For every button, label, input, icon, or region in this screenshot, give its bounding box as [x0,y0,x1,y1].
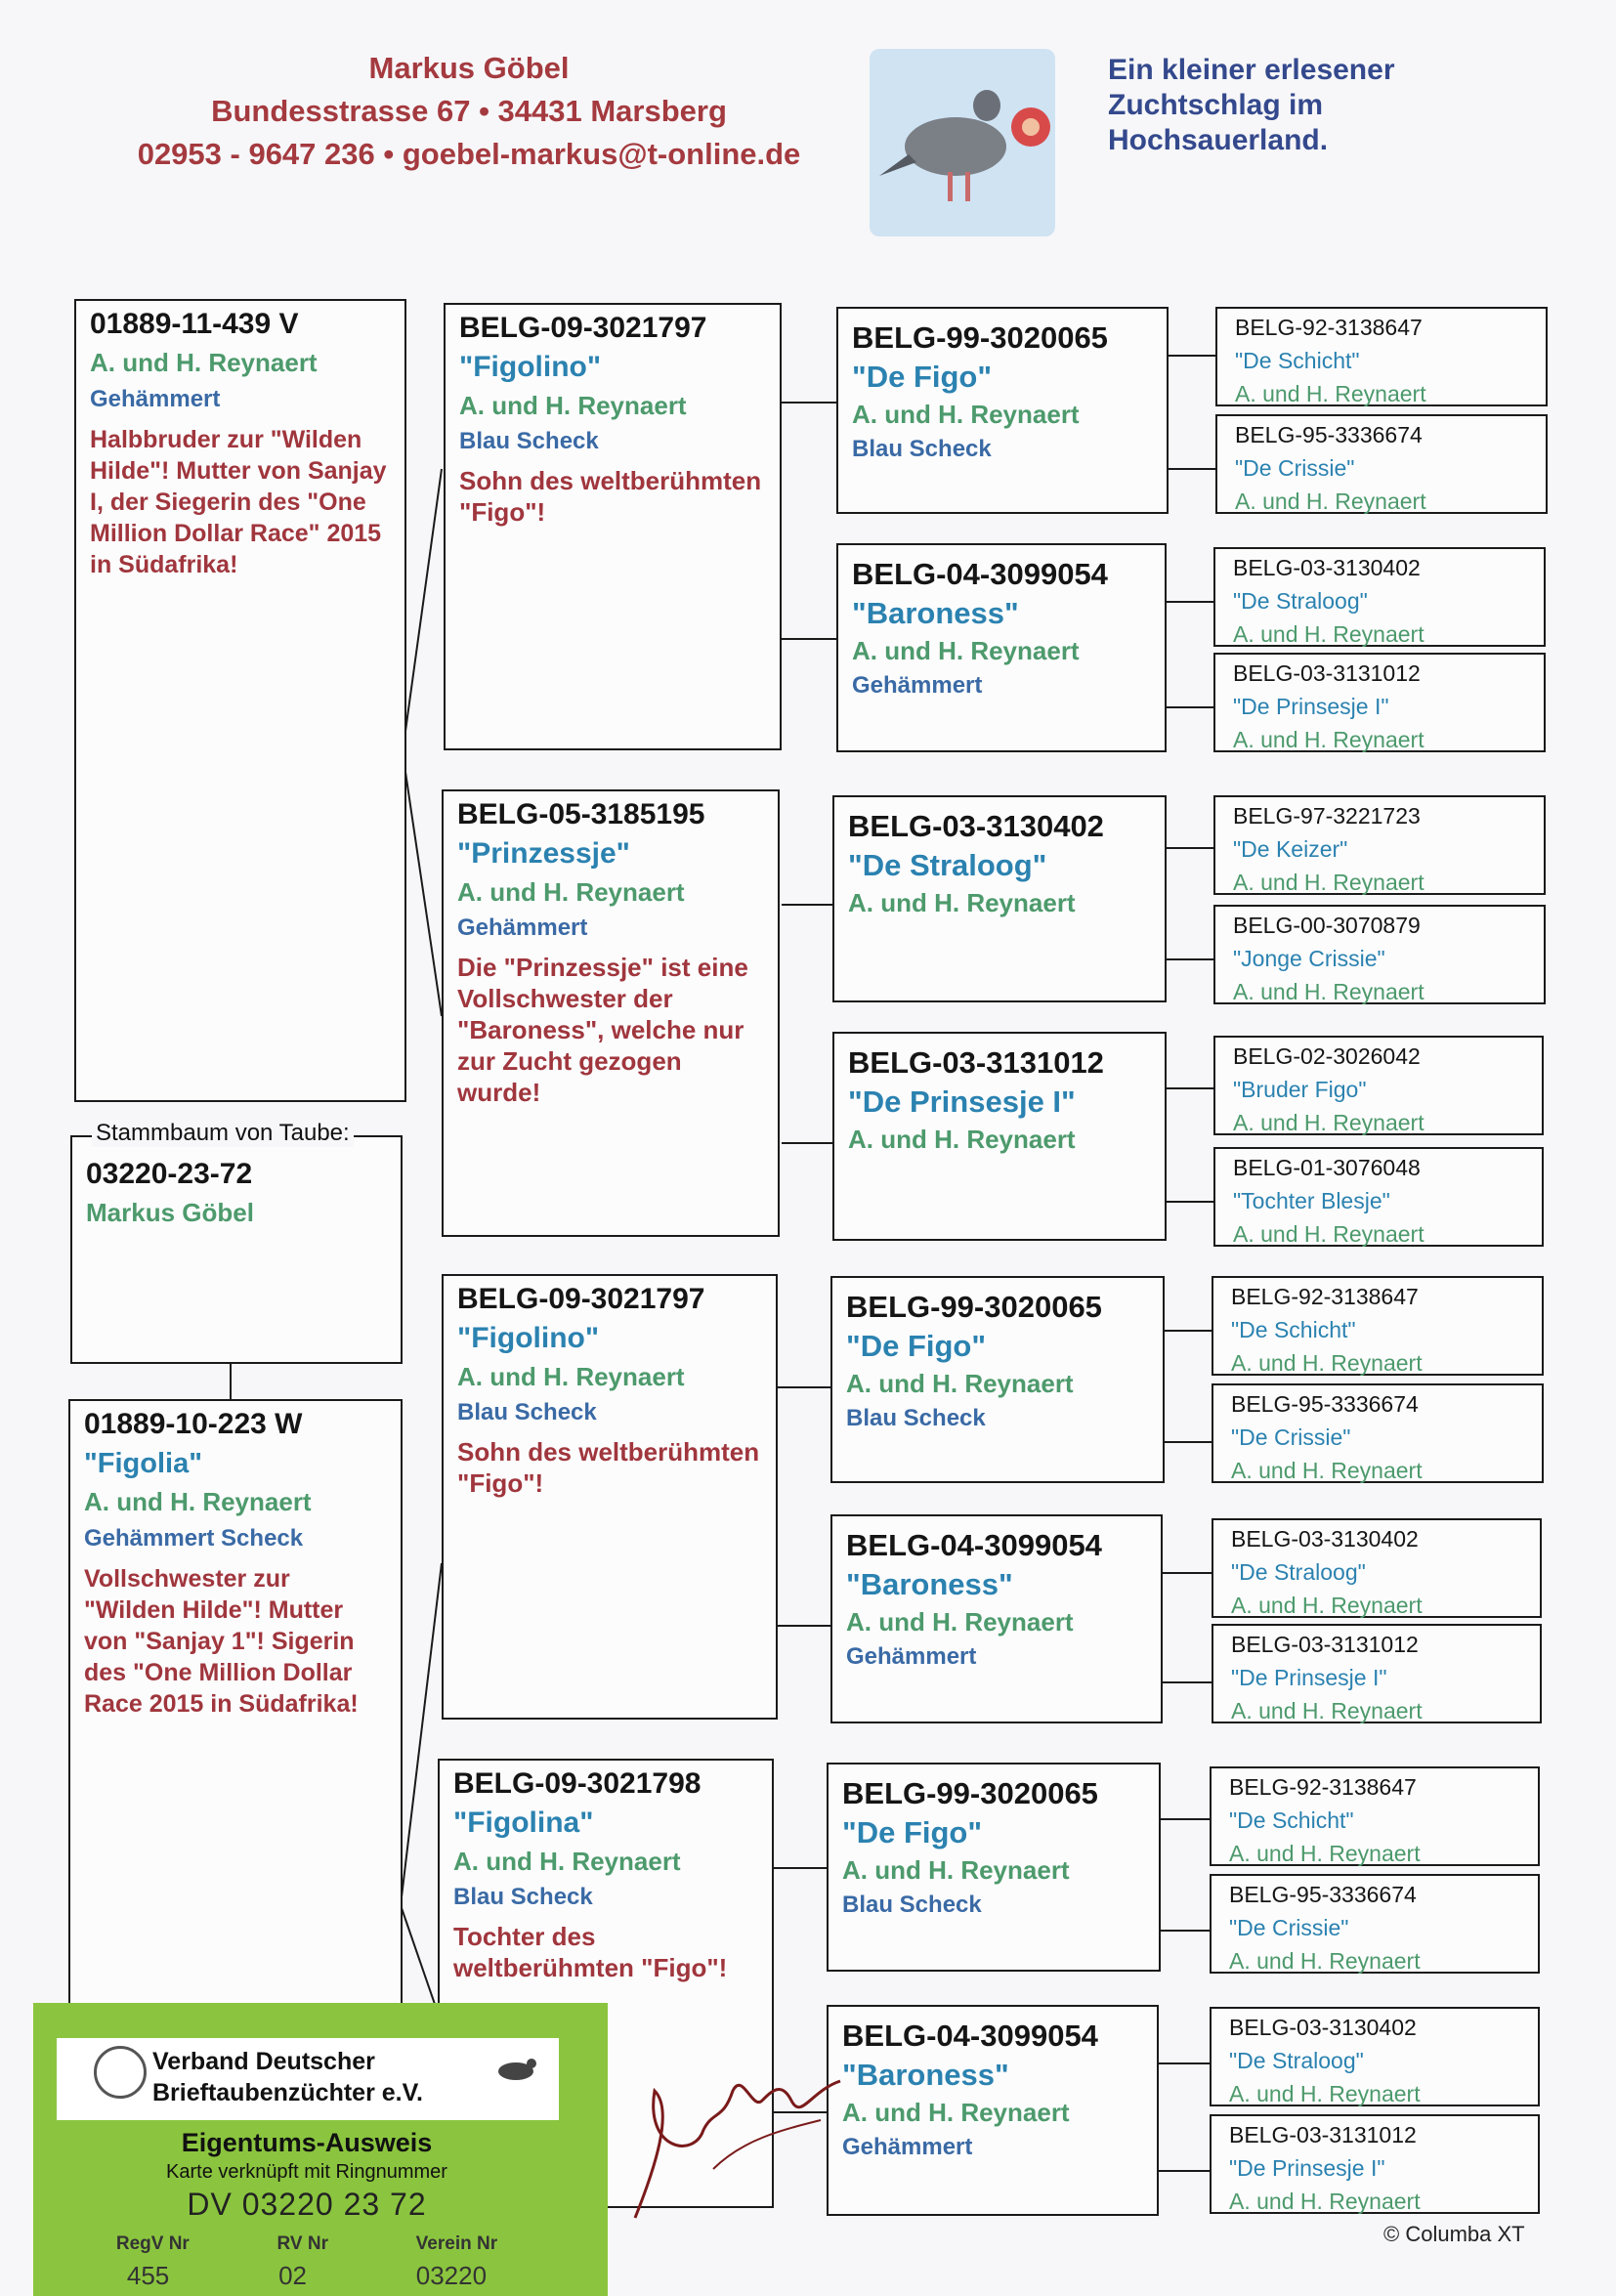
g4-box: BELG-92-3138647 "De Schicht" A. und H. Reynaert [1210,1766,1540,1866]
great-grandparent-box: BELG-99-3020065 "De Figo" A. und H. Reynaert Blau Scheck [830,1276,1165,1483]
g4-box: BELG-03-3130402 "De Straloog" A. und H. Reynaert [1212,1518,1542,1618]
subject-label: Stammbaum von Taube: [92,1120,354,1147]
breeder-contact: 02953 - 9647 236 • goebel-markus@t-online.de [137,137,801,171]
mother-breeder: A. und H. Reynaert [84,1487,312,1516]
slogan: Ein kleiner erlesener Zuchtschlag im Hochsauerland. [1108,54,1395,156]
card-subtitle: Karte verknüpft mit Ringnummer [166,2161,447,2183]
subject-ring: 03220-23-72 [86,1158,253,1190]
mother-box [68,1399,403,2024]
g4-box: BELG-03-3130402 "De Straloog" A. und H. Reynaert [1210,2007,1540,2106]
g4-box: BELG-03-3131012 "De Prinsesje I" A. und H. Reynaert [1212,1624,1542,1723]
great-grandparent-box: BELG-04-3099054 "Baroness" A. und H. Reynaert Gehämmert [830,1514,1163,1723]
card-values: 455 02 03220 [126,2261,488,2290]
great-grandparent-box: BELG-99-3020065 "De Figo" A. und H. Reynaert Blau Scheck [827,1763,1161,1972]
subject-box [70,1135,403,1364]
great-grandparent-box: BELG-99-3020065 "De Figo" A. und H. Reynaert Blau Scheck [836,307,1169,514]
g4-box: BELG-95-3336674 "De Crissie" A. und H. Reynaert [1212,1383,1544,1483]
father-breeder: A. und H. Reynaert [90,348,318,377]
grandparent-box: BELG-09-3021798 "Figolina" A. und H. Reynaert Blau Scheck Tochter des weltberühmten "Figo"! [438,1759,774,2208]
great-grandparent-box: BELG-03-3130402 "De Straloog" A. und H. Reynaert [832,795,1167,1002]
subject-breeder: Markus Göbel [86,1198,254,1227]
g4-box: BELG-95-3336674 "De Crissie" A. und H. Reynaert [1210,1874,1540,1974]
g4-box: BELG-02-3026042 "Bruder Figo" A. und H. Reynaert [1213,1036,1544,1135]
pigeon-emblem-icon [492,2052,539,2089]
dv-emblem-icon [94,2046,147,2099]
g4-box: BELG-03-3131012 "De Prinsesje I" A. und H. Reynaert [1213,653,1546,752]
g4-box: BELG-00-3070879 "Jonge Crissie" A. und H. Reynaert [1213,905,1546,1004]
handwritten-signature [616,2052,860,2228]
father-ring: 01889-11-439 V [90,308,299,340]
card-org: Verband Deutscher Brieftaubenzüchter e.V. [152,2048,423,2106]
g4-box: BELG-97-3221723 "De Keizer" A. und H. Reynaert [1213,795,1546,895]
father-note: Halbbruder zur "Wilden Hilde"! Mutter von Sanjay I, der Siegerin des "One Million Dollar Race" 2015 in Südafrika! [90,426,387,578]
g4-box: BELG-03-3130402 "De Straloog" A. und H. Reynaert [1213,547,1546,647]
mother-name: "Figolia" [84,1448,202,1479]
g4-box: BELG-92-3138647 "De Schicht" A. und H. Reynaert [1215,307,1548,406]
great-grandparent-box: BELG-03-3131012 "De Prinsesje I" A. und H. Reynaert [832,1032,1167,1241]
mother-note: Vollschwester zur "Wilden Hilde"! Mutter von "Sanjay 1"! Sigerin des "One Million Dollar Race 2015 in Südafrika! [84,1565,359,1718]
great-grandparent-box: BELG-04-3099054 "Baroness" A. und H. Reynaert Gehämmert [836,543,1167,752]
card-columns: RegV Nr RV Nr Verein Nr [115,2233,498,2254]
g4-box: BELG-95-3336674 "De Crissie" A. und H. Reynaert [1215,414,1548,514]
breeder-address: Bundesstrasse 67 • 34431 Marsberg [211,94,727,128]
mother-ring: 01889-10-223 W [84,1408,303,1440]
great-grandparent-box: BELG-04-3099054 "Baroness" A. und H. Reynaert Gehämmert [827,2005,1159,2216]
father-box [74,299,406,1102]
grandparent-box: BELG-09-3021797 "Figolino" A. und H. Reynaert Blau Scheck Sohn des weltberühmten "Figo"! [444,303,782,750]
g4-box: BELG-01-3076048 "Tochter Blesje" A. und H. Reynaert [1213,1147,1544,1247]
father-color: Gehämmert [90,386,221,412]
g4-box: BELG-92-3138647 "De Schicht" A. und H. Reynaert [1212,1276,1544,1376]
card-ring-number: DV 03220 23 72 [187,2187,427,2222]
g4-box: BELG-03-3131012 "De Prinsesje I" A. und H. Reynaert [1210,2114,1540,2214]
grandparent-box: BELG-05-3185195 "Prinzessje" A. und H. Reynaert Gehämmert Die "Prinzessje" ist eine Vollschwester der "Baroness", welche nur zur Zucht gezogen wurde! [442,789,780,1237]
card-title: Eigentums-Ausweis [181,2128,433,2157]
copyright: © Columba XT [1383,2222,1525,2246]
mother-color: Gehämmert Scheck [84,1525,304,1552]
breeder-name: Markus Göbel [368,51,570,85]
grandparent-box: BELG-09-3021797 "Figolino" A. und H. Reynaert Blau Scheck Sohn des weltberühmten "Figo"! [442,1274,778,1720]
